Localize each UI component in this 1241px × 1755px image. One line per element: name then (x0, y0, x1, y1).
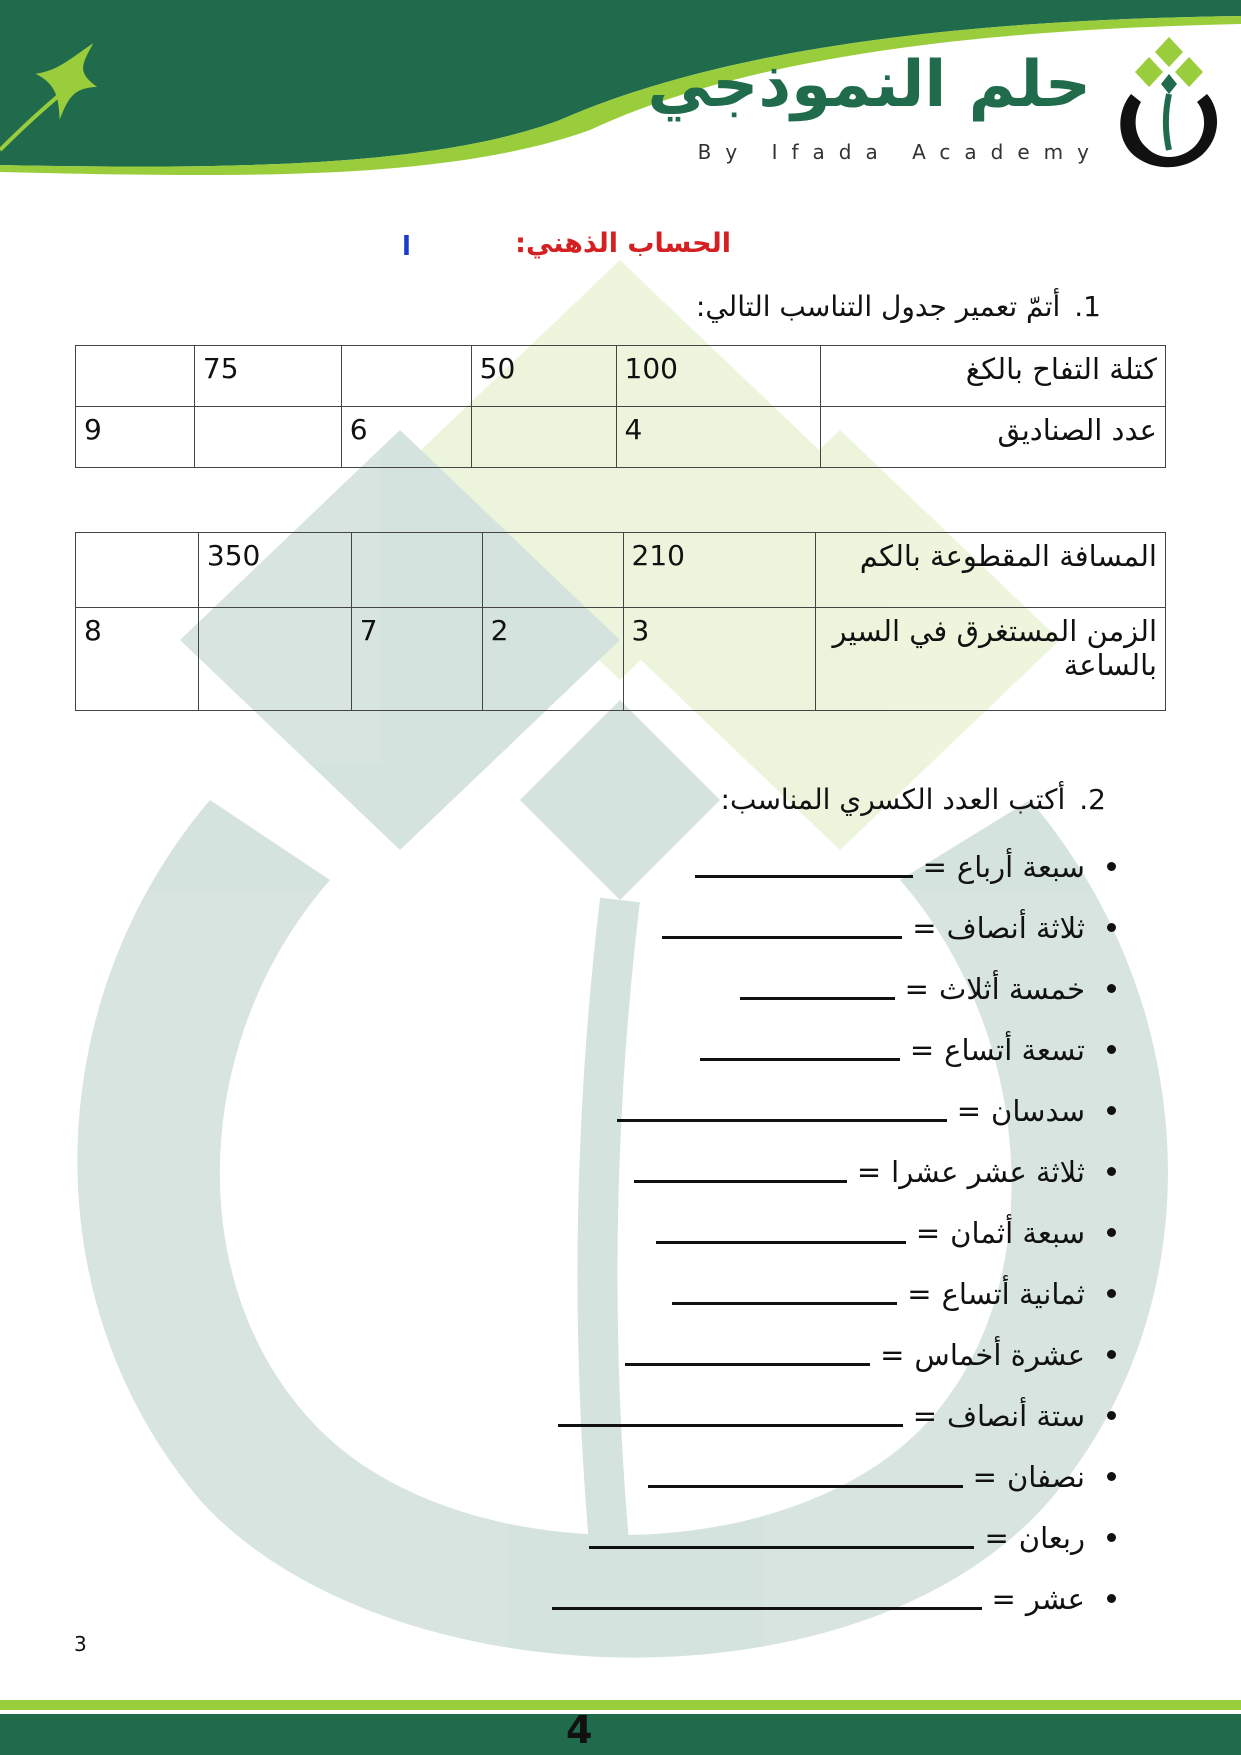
table-cell[interactable]: 100 (616, 346, 821, 407)
table-cell[interactable]: 210 (623, 533, 816, 608)
proportion-table-1 (75, 345, 1166, 468)
answer-blank[interactable] (625, 1343, 870, 1366)
fraction-label: ستة أنصاف (947, 1398, 1085, 1433)
fraction-label: نصفان (1006, 1459, 1085, 1494)
list-item (552, 1141, 1117, 1202)
answer-blank[interactable] (617, 1099, 947, 1122)
bullet-icon (1107, 1228, 1116, 1237)
fraction-label: ثلاثة أنصاف (946, 910, 1085, 945)
page-number: 4 (566, 1708, 593, 1752)
fraction-label: سبعة أرباع (956, 849, 1085, 884)
answer-blank[interactable] (662, 916, 902, 939)
bullet-icon (1107, 923, 1116, 932)
fraction-label: ربعان (1018, 1520, 1085, 1555)
equals-sign: = (904, 971, 929, 1006)
bullet-icon (1107, 1106, 1116, 1115)
list-item (552, 1202, 1117, 1263)
list-item (552, 1385, 1117, 1446)
list-item (552, 1263, 1117, 1324)
fraction-label: عشر (1025, 1581, 1085, 1616)
ifada-logo-icon (1111, 32, 1227, 172)
bullet-icon (1107, 1167, 1116, 1176)
answer-blank[interactable] (648, 1465, 963, 1488)
equals-sign: = (907, 1276, 932, 1311)
answer-blank[interactable] (634, 1160, 847, 1183)
answer-blank[interactable] (589, 1526, 974, 1549)
equals-sign: = (991, 1581, 1016, 1616)
brand-name-arabic: حلم النموذجي (647, 48, 1091, 122)
table-cell[interactable]: 75 (194, 346, 341, 407)
list-item (552, 836, 1117, 897)
answer-blank[interactable] (740, 977, 895, 1000)
list-item (552, 1446, 1117, 1507)
table-cell[interactable]: 7 (351, 608, 482, 711)
fraction-label: خمسة أثلاث (938, 971, 1085, 1006)
list-item (552, 958, 1117, 1019)
table-cell[interactable] (341, 346, 471, 407)
bullet-icon (1107, 984, 1116, 993)
answer-blank[interactable] (656, 1221, 906, 1244)
answer-blank[interactable] (695, 855, 913, 878)
table-row (76, 608, 1166, 711)
fraction-label: تسعة أتساع (944, 1032, 1085, 1067)
question-1-text: أتمّ تعمير جدول التناسب التالي: (695, 290, 1061, 323)
table-header-cell: كتلة التفاح بالكغ (821, 346, 1166, 407)
equals-sign: = (956, 1093, 982, 1128)
bullet-icon (1107, 1594, 1116, 1603)
list-item (552, 1080, 1117, 1141)
table-cell[interactable] (198, 608, 351, 711)
list-item (552, 1507, 1117, 1568)
page-number-small: 3 (74, 1632, 87, 1656)
bullet-icon (1107, 1533, 1116, 1542)
fraction-label: ثمانية أتساع (941, 1276, 1085, 1311)
table-cell[interactable]: 50 (471, 346, 616, 407)
table-cell[interactable] (76, 533, 199, 608)
table-cell[interactable]: 6 (341, 407, 471, 468)
equals-sign: = (972, 1459, 997, 1494)
answer-blank[interactable] (558, 1404, 903, 1427)
table-row (76, 533, 1166, 608)
bullet-icon (1107, 1350, 1116, 1359)
table-cell[interactable]: 3 (623, 608, 816, 711)
table-cell[interactable]: 2 (482, 608, 623, 711)
question-1-number: 1. (1074, 290, 1101, 323)
equals-sign: = (915, 1215, 941, 1250)
table-cell[interactable] (482, 533, 623, 608)
equals-sign: = (912, 910, 937, 945)
table-header-cell: المسافة المقطوعة بالكم (816, 533, 1166, 608)
equals-sign: = (909, 1032, 935, 1067)
table-header-cell: الزمن المستغرق في السير بالساعة (816, 608, 1166, 711)
footer-bar (0, 1700, 1241, 1755)
question-2-text: أكتب العدد الكسري المناسب: (720, 783, 1066, 816)
table-cell[interactable] (194, 407, 341, 468)
fraction-label: عشرة أخماس (914, 1337, 1085, 1372)
bullet-icon (1107, 862, 1116, 871)
proportion-table-2 (75, 532, 1166, 711)
table-cell[interactable]: 4 (616, 407, 821, 468)
bullet-icon (1107, 1411, 1116, 1420)
table-row (76, 346, 1166, 407)
table-cell[interactable] (351, 533, 482, 608)
equals-sign: = (856, 1154, 882, 1189)
bullet-icon (1107, 1045, 1116, 1054)
equals-sign: = (922, 849, 947, 884)
table-cell[interactable] (76, 346, 195, 407)
list-item (552, 897, 1117, 958)
equals-sign: = (912, 1398, 937, 1433)
bullet-icon (1107, 1472, 1116, 1481)
fraction-label: ثلاثة عشر عشرا (891, 1154, 1085, 1189)
table-header-cell: عدد الصناديق (821, 407, 1166, 468)
question-1 (696, 290, 1101, 323)
fraction-label: سدسان (991, 1093, 1085, 1128)
list-item (552, 1324, 1117, 1385)
list-item (552, 1568, 1117, 1629)
table-cell[interactable]: 350 (198, 533, 351, 608)
table-cell[interactable] (471, 407, 616, 468)
question-2 (721, 783, 1106, 816)
question-2-number: 2. (1079, 783, 1106, 816)
answer-blank[interactable] (672, 1282, 897, 1305)
answer-blank[interactable] (700, 1038, 900, 1061)
equals-sign: = (984, 1520, 1009, 1555)
fraction-label: سبعة أثمان (950, 1215, 1085, 1250)
table-cell[interactable]: 8 (76, 608, 199, 711)
fraction-list (552, 836, 1117, 1629)
table-cell[interactable]: 9 (76, 407, 195, 468)
table-row (76, 407, 1166, 468)
equals-sign: = (880, 1337, 905, 1372)
brand-name-english: By Ifada Academy (697, 140, 1103, 164)
section-title: الحساب الذهني: (515, 228, 731, 259)
answer-blank[interactable] (552, 1587, 982, 1610)
section-mark: ا (402, 232, 411, 262)
list-item (552, 1019, 1117, 1080)
bullet-icon (1107, 1289, 1116, 1298)
